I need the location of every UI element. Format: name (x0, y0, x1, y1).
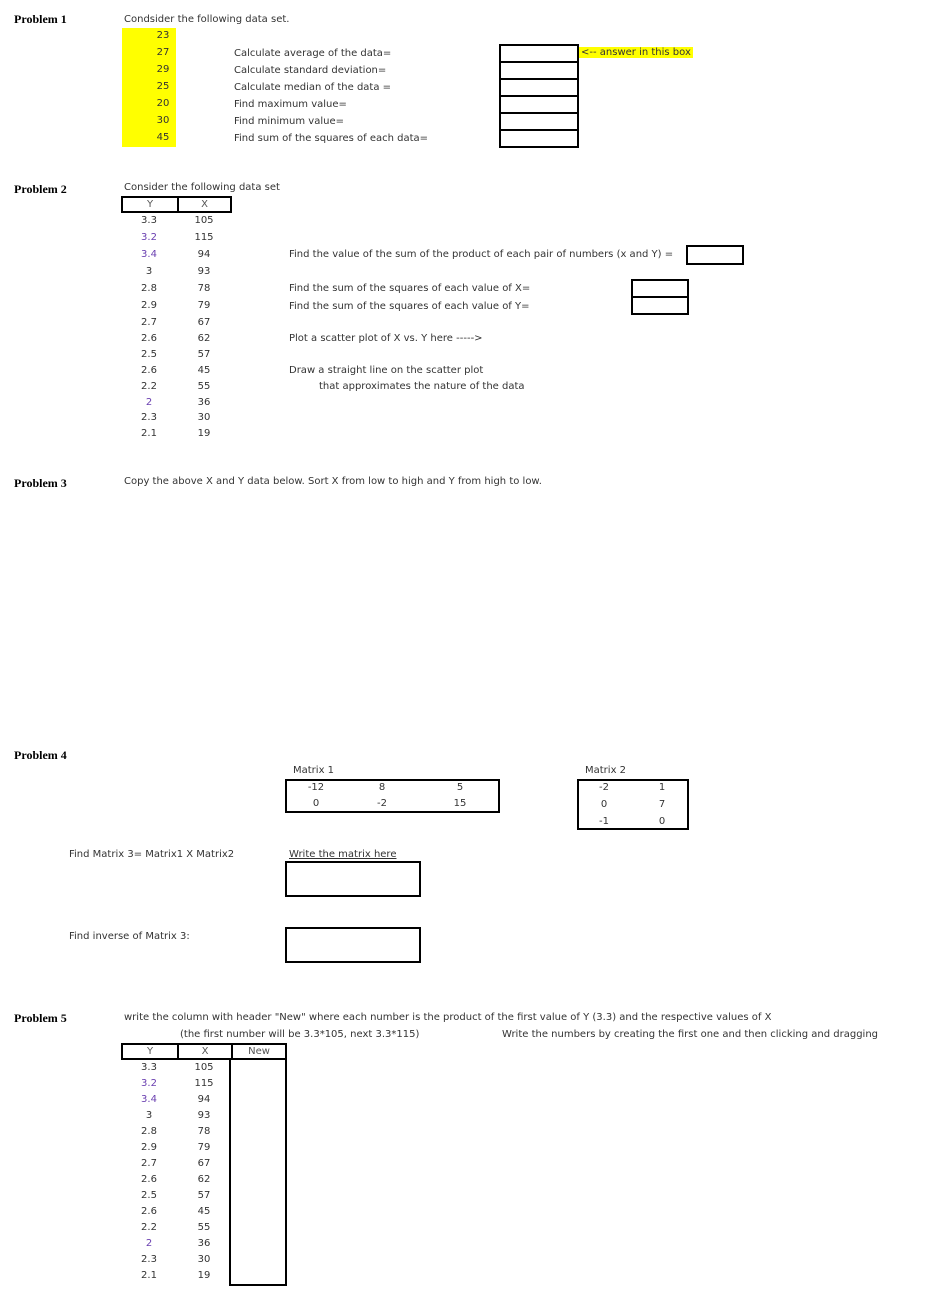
p2-y-cell[interactable]: 3 (145, 266, 153, 277)
p5-x-cell[interactable]: 115 (194, 1078, 214, 1089)
p2-x-cell[interactable]: 67 (197, 317, 211, 328)
p2-y-cell[interactable]: 3.4 (141, 249, 157, 260)
p2-y-cell[interactable]: 2.5 (141, 349, 157, 360)
problem-2-intro: Consider the following data set (124, 182, 280, 193)
p1-data-cell[interactable]: 45 (156, 132, 170, 143)
p2-question-sum-product: Find the value of the sum of the product of each pair of numbers (x and Y) = (289, 249, 674, 260)
p1-question-average: Calculate average of the data= (234, 48, 392, 59)
p5-x-cell[interactable]: 67 (197, 1158, 211, 1169)
p2-y-cell[interactable]: 2.1 (141, 428, 157, 439)
problem-2-label: Problem 2 (14, 182, 67, 196)
p2-header-x: X (201, 199, 208, 210)
p5-x-cell[interactable]: 79 (197, 1142, 211, 1153)
p1-data-cell[interactable]: 27 (156, 47, 170, 58)
p5-x-cell[interactable]: 78 (197, 1126, 211, 1137)
p5-y-cell[interactable]: 2.3 (141, 1254, 157, 1265)
p4-matrix1-cell[interactable]: 0 (312, 798, 320, 809)
p5-y-cell[interactable]: 2.8 (141, 1126, 157, 1137)
p5-header-x: X (201, 1046, 209, 1057)
p2-x-cell[interactable]: 79 (197, 300, 211, 311)
p4-matrix1-cell[interactable]: 8 (378, 782, 386, 793)
problem-1-intro: Condsider the following data set. (124, 14, 290, 25)
p5-x-cell[interactable]: 36 (197, 1238, 211, 1249)
p5-x-cell[interactable]: 94 (197, 1094, 211, 1105)
p1-data-cell[interactable]: 20 (156, 98, 170, 109)
p2-x-cell[interactable]: 94 (197, 249, 211, 260)
problem-3-instruction: Copy the above X and Y data below. Sort X from low to high and Y from high to low. (124, 476, 542, 487)
p5-instruction-1: write the column with header "New" where each number is the product of the first value of Y (3.3) and the respective values of X (124, 1012, 772, 1023)
p4-matrix1-label: Matrix 1 (293, 765, 335, 776)
p5-y-cell[interactable]: 2.1 (141, 1270, 157, 1281)
p5-new-column-box[interactable] (229, 1058, 287, 1286)
p1-data-cell[interactable]: 23 (156, 30, 170, 41)
problem-1-label: Problem 1 (14, 12, 67, 26)
p1-question-stdev: Calculate standard deviation= (234, 65, 387, 76)
p2-x-cell[interactable]: 36 (197, 397, 211, 408)
p5-header-y: Y (146, 1046, 154, 1057)
p4-matrix2-cell[interactable]: -1 (599, 816, 609, 827)
p2-y-cell[interactable]: 2.2 (141, 381, 157, 392)
p5-instruction-2: (the first number will be 3.3*105, next 3.3*115) (180, 1029, 420, 1040)
p2-question-line-1: Draw a straight line on the scatter plot (289, 365, 484, 376)
p2-x-cell[interactable]: 62 (197, 333, 211, 344)
p5-y-cell[interactable]: 3.4 (141, 1094, 157, 1105)
p2-x-cell[interactable]: 19 (197, 428, 211, 439)
problem-5-label: Problem 5 (14, 1011, 67, 1025)
p2-y-cell[interactable]: 2.7 (141, 317, 157, 328)
p1-data-cell[interactable]: 30 (156, 115, 170, 126)
p2-question-line-2: that approximates the nature of the data (319, 381, 525, 392)
p2-x-cell[interactable]: 45 (197, 365, 211, 376)
p2-x-cell[interactable]: 78 (197, 283, 211, 294)
p4-matrix2-box (577, 779, 689, 830)
p4-matrix2-cell[interactable]: -2 (599, 782, 609, 793)
p4-matrix2-cell[interactable]: 7 (658, 799, 666, 810)
p1-question-max: Find maximum value= (234, 99, 347, 110)
p4-matrix1-cell[interactable]: 15 (453, 798, 467, 809)
p4-answer-product[interactable] (285, 861, 421, 897)
p4-matrix1-cell[interactable]: 5 (456, 782, 464, 793)
p5-y-cell[interactable]: 3 (145, 1110, 153, 1121)
p5-y-cell[interactable]: 2.6 (141, 1174, 157, 1185)
p5-y-cell[interactable]: 2.9 (141, 1142, 157, 1153)
p2-table-header (121, 196, 232, 213)
p4-question-inverse: Find inverse of Matrix 3: (69, 931, 190, 942)
p4-matrix1-box (285, 779, 500, 813)
p1-data-cell[interactable]: 25 (156, 81, 170, 92)
p5-x-cell[interactable]: 105 (194, 1062, 214, 1073)
p2-x-cell[interactable]: 57 (197, 349, 211, 360)
p2-y-cell[interactable]: 2 (145, 397, 153, 408)
p2-x-cell[interactable]: 105 (194, 215, 214, 226)
p2-y-cell[interactable]: 2.9 (141, 300, 157, 311)
p2-y-cell[interactable]: 2.6 (141, 365, 157, 376)
p2-y-cell[interactable]: 3.3 (141, 215, 157, 226)
p2-x-cell[interactable]: 93 (197, 266, 211, 277)
p2-question-sum-sq-x: Find the sum of the squares of each value of X= (289, 283, 531, 294)
p4-matrix2-label: Matrix 2 (585, 765, 627, 776)
p5-x-cell[interactable]: 57 (197, 1190, 211, 1201)
p5-x-cell[interactable]: 30 (197, 1254, 211, 1265)
p5-x-cell[interactable]: 19 (197, 1270, 211, 1281)
p1-question-min: Find minimum value= (234, 116, 344, 127)
p5-header-new: New (248, 1046, 270, 1057)
p1-question-median: Calculate median of the data = (234, 82, 392, 93)
p2-answer-sum-sq-y[interactable] (631, 296, 689, 315)
p1-data-cell[interactable]: 29 (156, 64, 170, 75)
p4-matrix2-cell[interactable]: 0 (600, 799, 608, 810)
p4-matrix2-cell[interactable]: 0 (658, 816, 666, 827)
p5-x-cell[interactable]: 55 (197, 1222, 211, 1233)
p4-write-here-label: Write the matrix here (289, 849, 397, 860)
p2-y-cell[interactable]: 3.2 (141, 232, 157, 243)
p2-x-cell[interactable]: 30 (197, 412, 211, 423)
p5-instruction-3: Write the numbers by creating the first one and then clicking and dragging (502, 1029, 879, 1040)
p4-matrix1-cell[interactable]: -12 (307, 782, 325, 793)
p4-question-product: Find Matrix 3= Matrix1 X Matrix2 (69, 849, 235, 860)
p5-y-cell[interactable]: 3.2 (141, 1078, 157, 1089)
problem-3-label: Problem 3 (14, 476, 67, 490)
p2-y-cell[interactable]: 2.6 (141, 333, 157, 344)
p1-answer-sum-squares[interactable] (499, 129, 579, 148)
p5-x-cell[interactable]: 62 (197, 1174, 211, 1185)
p2-question-scatter: Plot a scatter plot of X vs. Y here -----> (289, 333, 483, 344)
p2-answer-sum-product[interactable] (686, 245, 744, 265)
p2-question-sum-sq-y: Find the sum of the squares of each value of Y= (289, 301, 530, 312)
p4-answer-inverse[interactable] (285, 927, 421, 963)
p1-question-sum-squares: Find sum of the squares of each data= (234, 133, 429, 144)
p5-y-cell[interactable]: 2.2 (141, 1222, 157, 1233)
p5-y-cell[interactable]: 2.7 (141, 1158, 157, 1169)
p5-y-cell[interactable]: 3.3 (141, 1062, 157, 1073)
p5-x-cell[interactable]: 93 (197, 1110, 211, 1121)
p4-matrix2-cell[interactable]: 1 (658, 782, 666, 793)
p5-x-cell[interactable]: 45 (197, 1206, 211, 1217)
problem-4-label: Problem 4 (14, 748, 67, 762)
p2-header-y: Y (146, 199, 154, 210)
p5-y-cell[interactable]: 2.6 (141, 1206, 157, 1217)
p5-y-cell[interactable]: 2.5 (141, 1190, 157, 1201)
p2-y-cell[interactable]: 2.3 (141, 412, 157, 423)
p2-x-cell[interactable]: 115 (194, 232, 214, 243)
p2-x-cell[interactable]: 55 (197, 381, 211, 392)
p1-answer-note: <-- answer in this box (581, 47, 691, 58)
p4-matrix1-cell[interactable]: -2 (377, 798, 387, 809)
p5-y-cell[interactable]: 2 (145, 1238, 153, 1249)
p2-y-cell[interactable]: 2.8 (141, 283, 157, 294)
